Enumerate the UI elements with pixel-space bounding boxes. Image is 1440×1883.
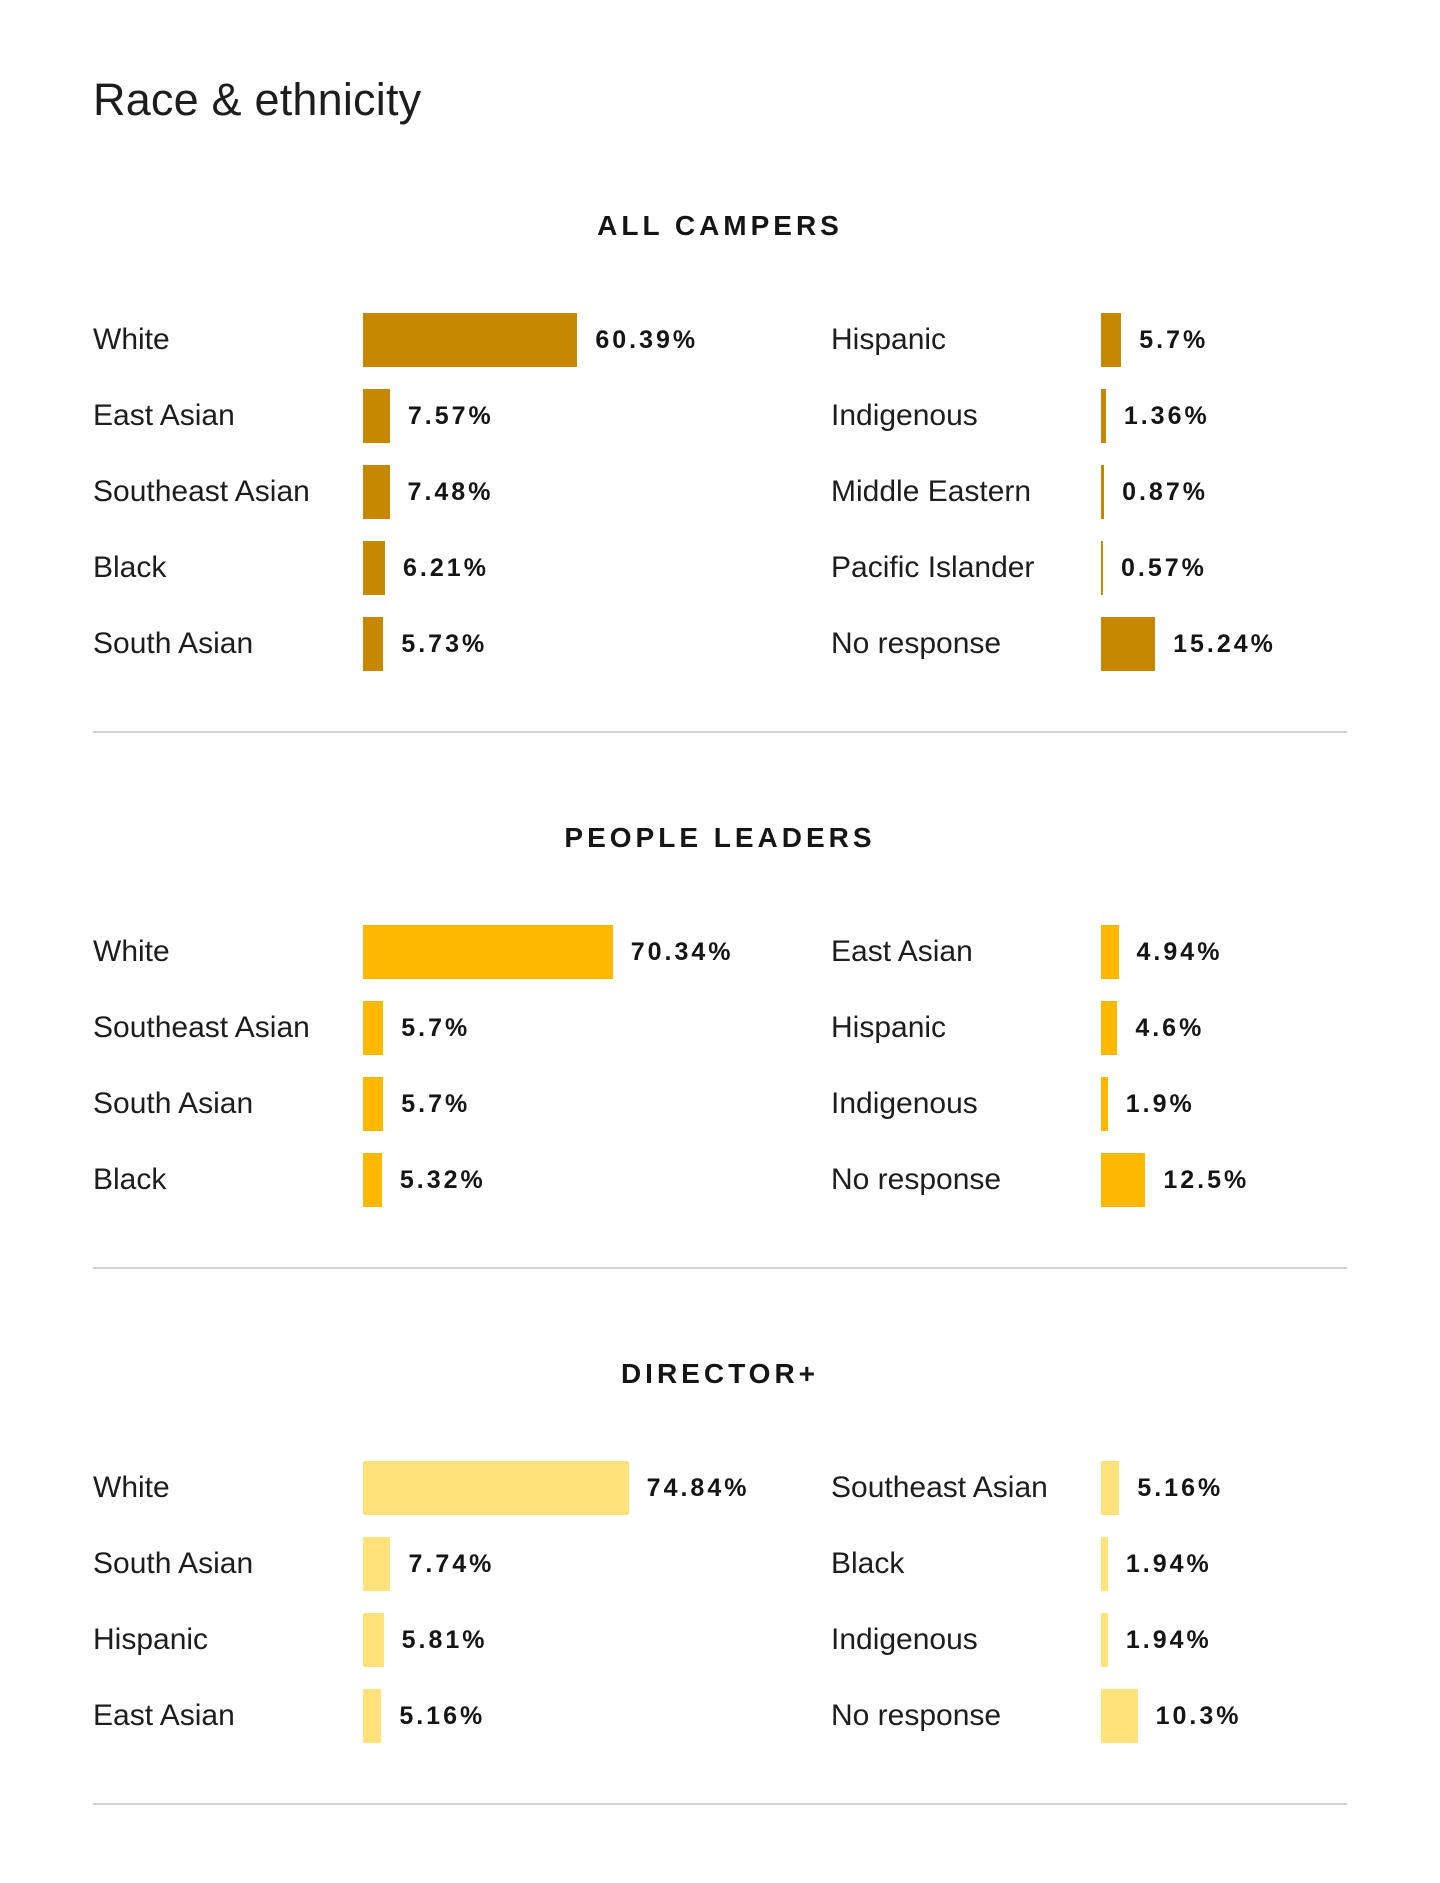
category-label: White bbox=[93, 935, 170, 968]
bar bbox=[1101, 1613, 1108, 1667]
bar bbox=[1101, 1153, 1145, 1207]
category-label: Hispanic bbox=[831, 1011, 947, 1044]
bar bbox=[1101, 465, 1104, 519]
category-label: East Asian bbox=[831, 935, 973, 968]
category-label: South Asian bbox=[93, 1547, 254, 1580]
chart-title: DIRECTOR+ bbox=[620, 1358, 820, 1389]
value-label: 5.32% bbox=[399, 1166, 486, 1194]
category-label: Pacific Islander bbox=[831, 551, 1035, 584]
value-label: 5.7% bbox=[401, 1090, 471, 1118]
bar bbox=[363, 1077, 383, 1131]
value-label: 5.16% bbox=[1137, 1474, 1224, 1502]
value-label: 7.74% bbox=[408, 1550, 495, 1578]
bar bbox=[363, 313, 577, 367]
bar bbox=[1101, 313, 1121, 367]
bar bbox=[1101, 1537, 1108, 1591]
value-label: 5.81% bbox=[401, 1626, 488, 1654]
bar bbox=[1101, 617, 1155, 671]
bar bbox=[1101, 1001, 1117, 1055]
value-label: 70.34% bbox=[630, 938, 734, 966]
bar bbox=[363, 925, 613, 979]
bar bbox=[1101, 541, 1103, 595]
category-label: No response bbox=[831, 627, 1002, 660]
bar bbox=[363, 541, 385, 595]
category-label: Hispanic bbox=[93, 1623, 209, 1656]
category-label: Black bbox=[93, 551, 167, 584]
bar bbox=[363, 389, 390, 443]
bar bbox=[363, 1153, 382, 1207]
bar bbox=[363, 465, 390, 519]
value-label: 5.7% bbox=[401, 1014, 471, 1042]
bar bbox=[363, 1461, 629, 1515]
bar bbox=[1101, 389, 1106, 443]
category-label: Indigenous bbox=[831, 1623, 978, 1656]
category-label: South Asian bbox=[93, 1087, 254, 1120]
value-label: 0.57% bbox=[1121, 554, 1207, 582]
value-label: 1.94% bbox=[1125, 1626, 1212, 1654]
category-label: Indigenous bbox=[831, 399, 978, 432]
value-label: 5.16% bbox=[399, 1702, 486, 1730]
category-label: Southeast Asian bbox=[93, 1011, 310, 1044]
value-label: 12.5% bbox=[1163, 1166, 1250, 1194]
bar bbox=[363, 1537, 390, 1591]
category-label: South Asian bbox=[93, 627, 254, 660]
category-label: No response bbox=[831, 1163, 1002, 1196]
category-label: White bbox=[93, 323, 170, 356]
category-label: Southeast Asian bbox=[831, 1471, 1048, 1504]
bar bbox=[363, 1001, 383, 1055]
value-label: 7.57% bbox=[407, 402, 494, 430]
chart-title: PEOPLE LEADERS bbox=[564, 822, 876, 853]
section-divider bbox=[93, 1803, 1347, 1805]
bar bbox=[363, 1689, 381, 1743]
value-label: 7.48% bbox=[407, 478, 494, 506]
value-label: 60.39% bbox=[595, 326, 699, 354]
value-label: 6.21% bbox=[403, 554, 489, 582]
category-label: Hispanic bbox=[831, 323, 947, 356]
bar bbox=[1101, 1077, 1108, 1131]
bar bbox=[363, 1613, 384, 1667]
value-label: 4.6% bbox=[1135, 1014, 1205, 1042]
category-label: Middle Eastern bbox=[831, 475, 1032, 508]
value-label: 5.73% bbox=[401, 630, 488, 658]
category-label: Black bbox=[93, 1163, 167, 1196]
category-label: East Asian bbox=[93, 399, 235, 432]
category-label: No response bbox=[831, 1699, 1002, 1732]
category-label: East Asian bbox=[93, 1699, 235, 1732]
value-label: 5.7% bbox=[1139, 326, 1209, 354]
value-label: 4.94% bbox=[1136, 938, 1223, 966]
bar bbox=[1101, 1689, 1138, 1743]
category-label: White bbox=[93, 1471, 170, 1504]
bar bbox=[1101, 1461, 1119, 1515]
category-label: Southeast Asian bbox=[93, 475, 310, 508]
bar bbox=[1101, 925, 1119, 979]
page-title: Race & ethnicity bbox=[93, 74, 422, 125]
section-divider bbox=[93, 731, 1347, 733]
category-label: Black bbox=[831, 1547, 905, 1580]
value-label: 0.87% bbox=[1122, 478, 1208, 506]
section-divider bbox=[93, 1267, 1347, 1269]
value-label: 1.94% bbox=[1125, 1550, 1212, 1578]
category-label: Indigenous bbox=[831, 1087, 978, 1120]
value-label: 15.24% bbox=[1173, 630, 1276, 658]
value-label: 74.84% bbox=[646, 1474, 750, 1502]
value-label: 1.9% bbox=[1125, 1090, 1195, 1118]
value-label: 1.36% bbox=[1123, 402, 1210, 430]
value-label: 10.3% bbox=[1155, 1702, 1242, 1730]
bar bbox=[363, 617, 383, 671]
chart-title: ALL CAMPERS bbox=[597, 210, 843, 241]
